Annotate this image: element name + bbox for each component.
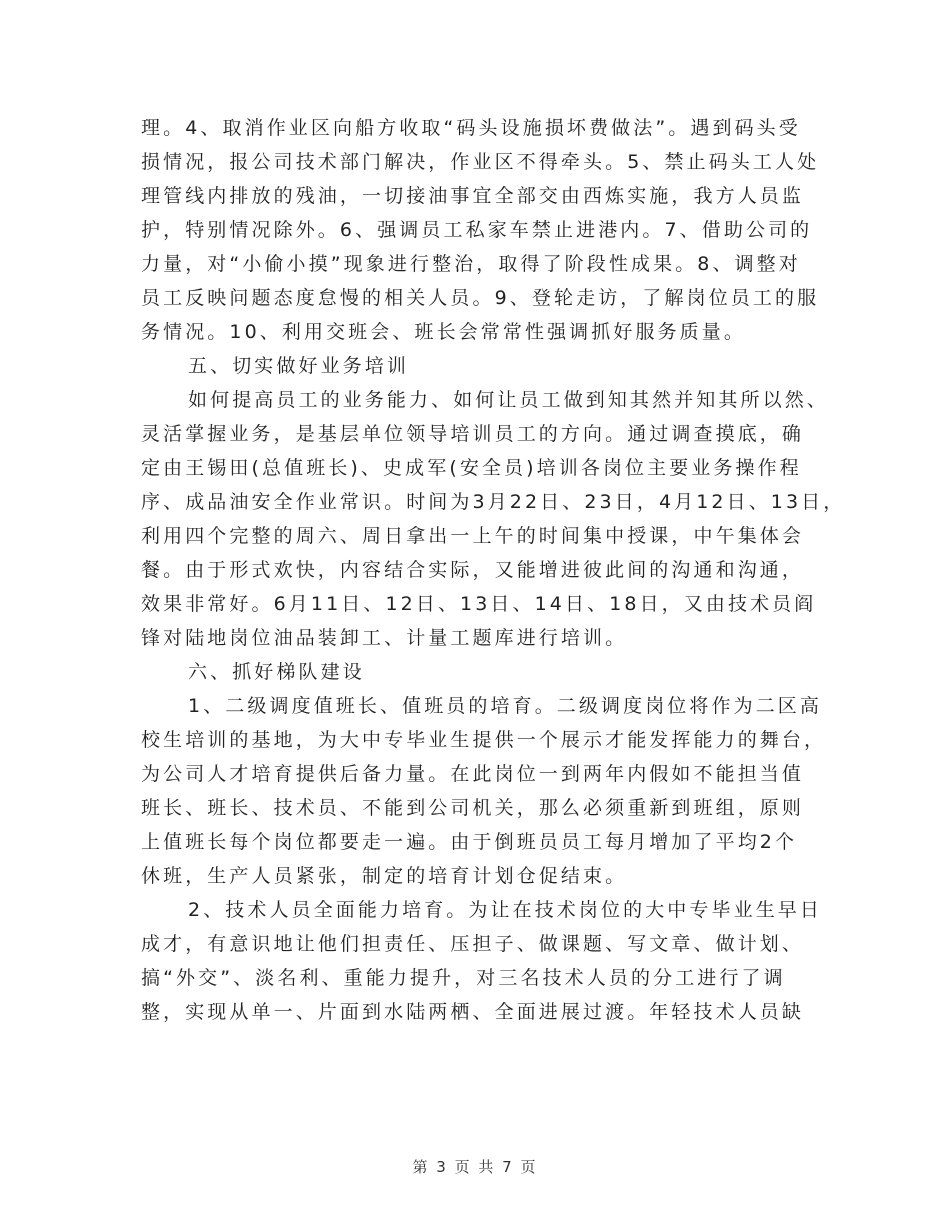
page-footer: 第 3 页 共 7 页 <box>412 1158 538 1176</box>
text-line: 为公司人才培育提供后备力量。在此岗位一到两年内假如不能担当值 <box>141 763 805 785</box>
text-line: 上值班长每个岗位都要走一遍。由于倒班员员工每月增加了平均2个 <box>141 831 798 853</box>
text-line: 灵活掌握业务，是基层单位领导培训员工的方向。通过调查摸底，确 <box>141 423 805 445</box>
text-line: 员工反映问题态度怠慢的相关人员。9、登轮走访，了解岗位员工的服 <box>141 287 820 309</box>
text-line: 整，实现从单一、片面到水陆两栖、全面进展过渡。年轻技术人员缺 <box>141 1001 805 1023</box>
text-line: 损情况，报公司技术部门解决，作业区不得牵头。5、禁止码头工人处 <box>141 151 820 173</box>
text-line: 校生培训的基地，为大中专毕业生提供一个展示才能发挥能力的舞台， <box>141 729 827 751</box>
text-line: 休班，生产人员紧张，制定的培育计划仓促结束。 <box>141 865 628 887</box>
text-line: 餐。由于形式欢快，内容结合实际，又能增进彼此间的沟通和沟通， <box>141 559 805 581</box>
text-line: 力量，对“小偷小摸”现象进行整治，取得了阶段性成果。8、调整对 <box>141 253 801 275</box>
text-line: 班长、班长、技术员、不能到公司机关，那么必须重新到班组，原则 <box>141 797 805 819</box>
text-line: 成才，有意识地让他们担责任、压担子、做课题、写文章、做计划、 <box>141 933 805 955</box>
text-line: 效果非常好。6月11日、12日、13日、14日、18日，又由技术员阎 <box>141 593 817 615</box>
text-line: 锋对陆地岗位油品装卸工、计量工题库进行培训。 <box>141 627 628 649</box>
text-line: 搞“外交”、淡名利、重能力提升，对三名技术人员的分工进行了调 <box>141 967 786 989</box>
text-line: 护，特别情况除外。6、强调员工私家车禁止进港内。7、借助公司的 <box>141 219 813 241</box>
text-line: 利用四个完整的周六、周日拿出一上午的时间集中授课，中午集体会 <box>141 525 805 547</box>
text-line: 理。4、取消作业区向船方收取“码头设施损坏费做法”。遇到码头受 <box>141 117 801 139</box>
text-line: 务情况。10、利用交班会、班长会常常性强调抓好服务质量。 <box>141 321 746 343</box>
section-heading: 六、抓好梯队建设 <box>188 661 365 683</box>
text-line: 如何提高员工的业务能力、如何让员工做到知其然并知其所以然、 <box>188 389 829 411</box>
text-line: 1、二级调度值班长、值班员的培育。二级调度岗位将作为二区高 <box>188 695 822 717</box>
text-line: 序、成品油安全作业常识。时间为3月22日、23日，4月12日、13日， <box>141 491 846 513</box>
text-line: 2、技术人员全面能力培育。为让在技术岗位的大中专毕业生早日 <box>188 899 822 921</box>
text-line: 定由王锡田(总值班长)、史成军(安全员)培训各岗位主要业务操作程 <box>141 457 802 479</box>
section-heading: 五、切实做好业务培训 <box>188 355 410 377</box>
text-line: 理管线内排放的残油，一切接油事宜全部交由西炼实施，我方人员监 <box>141 185 805 207</box>
